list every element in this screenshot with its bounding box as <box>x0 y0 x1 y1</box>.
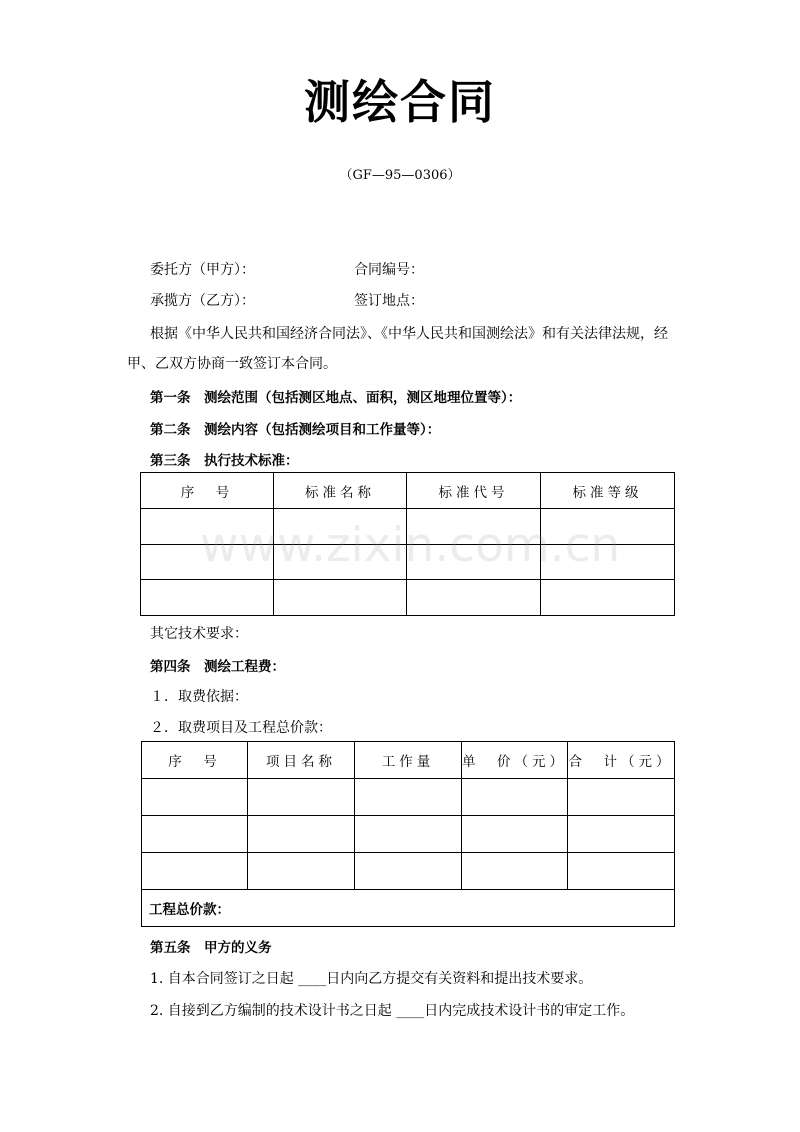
table-cell[interactable] <box>568 853 675 890</box>
table-cell[interactable] <box>462 779 568 816</box>
document-title: 测绘合同 <box>304 75 496 129</box>
total-row <box>142 890 675 927</box>
table-cell[interactable] <box>568 816 675 853</box>
fees-header-cell: 合 计（元） <box>568 742 675 779</box>
fees-header-cell: 项目名称 <box>248 742 355 779</box>
table-cell[interactable] <box>541 580 675 616</box>
table-cell[interactable] <box>142 816 248 853</box>
contract-number-label: 合同编号： <box>354 262 424 278</box>
article-2-heading: 第二条 测绘内容（包括测绘项目和工作量等）： <box>150 422 441 438</box>
intro-line-1: 根据《中华人民共和国经济合同法》、《中华人民共和国测绘法》和有关法律法规，经 <box>150 326 668 342</box>
table-cell[interactable] <box>274 509 407 545</box>
other-requirements-label: 其它技术要求： <box>150 626 248 642</box>
fees-header-cell: 单 价（元） <box>462 742 568 779</box>
contract-code: （GF—95—0306） <box>339 168 461 183</box>
total-amount-label: 工程总价款： <box>142 890 675 927</box>
standards-header-cell: 标准名称 <box>274 473 407 509</box>
standards-header-cell: 标准代号 <box>407 473 541 509</box>
contractor-label: 承揽方（乙方）： <box>150 293 255 309</box>
standards-header-row <box>141 473 675 509</box>
standards-header-cell: 序 号 <box>141 473 274 509</box>
fee-items-label: ２．取费项目及工程总价款： <box>150 720 332 736</box>
table-cell[interactable] <box>355 816 462 853</box>
table-cell[interactable] <box>274 545 407 580</box>
article-5-heading: 第五条 甲方的义务 <box>150 940 272 956</box>
table-row <box>142 853 675 890</box>
fee-basis-label: １．取费依据： <box>150 689 248 705</box>
fees-header-row <box>142 742 675 779</box>
table-row <box>141 580 675 616</box>
watermark: www.zixin.com.cn <box>200 518 621 573</box>
standards-table <box>140 472 675 616</box>
table-row <box>141 509 675 545</box>
article-3-heading: 第三条 执行技术标准： <box>150 453 299 469</box>
client-duty-2: 2. 自接到乙方编制的技术设计书之日起 ____日内完成技术设计书的审定工作。 <box>150 1003 635 1019</box>
table-cell[interactable] <box>248 816 355 853</box>
table-cell[interactable] <box>407 580 541 616</box>
table-cell[interactable] <box>141 580 274 616</box>
table-cell[interactable] <box>541 545 675 580</box>
table-cell[interactable] <box>274 580 407 616</box>
intro-line-2: 甲、乙双方协商一致签订本合同。 <box>127 356 337 372</box>
client-duty-1: 1. 自本合同签订之日起 ____日内向乙方提交有关资料和提出技术要求。 <box>150 971 593 987</box>
table-cell[interactable] <box>568 779 675 816</box>
article-4-heading: 第四条 测绘工程费： <box>150 659 285 675</box>
client-label: 委托方（甲方）： <box>150 262 255 278</box>
table-cell[interactable] <box>142 853 248 890</box>
table-cell[interactable] <box>541 509 675 545</box>
table-row <box>142 779 675 816</box>
sign-place-label: 签订地点： <box>354 293 424 309</box>
table-cell[interactable] <box>142 779 248 816</box>
article-1-heading: 第一条 测绘范围（包括测区地点、面积，测区地理位置等）： <box>150 390 522 406</box>
fees-header-cell: 工作量 <box>355 742 462 779</box>
table-cell[interactable] <box>141 509 274 545</box>
table-cell[interactable] <box>462 853 568 890</box>
fees-header-cell: 序 号 <box>142 742 248 779</box>
table-cell[interactable] <box>407 545 541 580</box>
table-cell[interactable] <box>355 853 462 890</box>
table-cell[interactable] <box>248 853 355 890</box>
table-row <box>141 545 675 580</box>
fees-table <box>141 741 675 927</box>
table-cell[interactable] <box>462 816 568 853</box>
table-cell[interactable] <box>355 779 462 816</box>
table-row <box>142 816 675 853</box>
table-cell[interactable] <box>141 545 274 580</box>
table-cell[interactable] <box>407 509 541 545</box>
standards-header-cell: 标准等级 <box>541 473 675 509</box>
table-cell[interactable] <box>248 779 355 816</box>
